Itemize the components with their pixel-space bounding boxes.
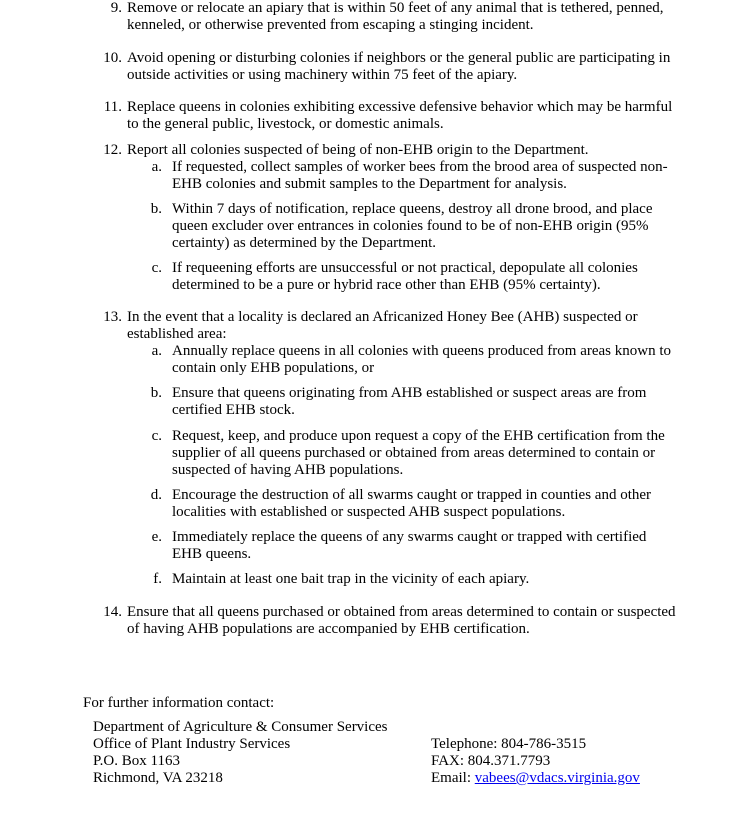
sub-item-text: Encourage the destruction of all swarms caught or trapped in counties and other localities with established or suspected AHB suspect populations. [172, 487, 652, 520]
item-number: 9. [110, 0, 122, 16]
fax-line: FAX: 804.371.7793 [431, 753, 551, 769]
item-text: Replace queens in colonies exhibiting excessive defensive behavior which may be harmful to the general public, livestock, or domestic animals. [127, 99, 673, 132]
item-number: 14. [103, 604, 122, 620]
sub-item-letter: e. [151, 529, 162, 545]
sub-item-text: Within 7 days of notification, replace queens, destroy all drone brood, and place queen excluder over entrances in colonies found to be of non-EHB origin (95% certainty) as determined by the Department. [172, 201, 653, 251]
sub-item-text: If requested, collect samples of worker bees from the brood area of suspected non-EHB colonies and submit samples to the Department for analysis. [172, 159, 668, 192]
email-link[interactable]: vabees@vdacs.virginia.gov [474, 770, 640, 786]
sub-item-letter: d. [150, 487, 162, 503]
address-line-department: Department of Agriculture & Consumer Services [93, 719, 388, 735]
sub-item-letter: c. [151, 428, 162, 444]
item-number: 12. [103, 142, 122, 158]
sub-item-text: If requeening efforts are unsuccessful or not practical, depopulate all colonies determined to be a pure or hybrid race other than EHB (95% certainty). [172, 260, 638, 293]
contact-details [431, 736, 640, 787]
sub-item-letter: b. [150, 201, 162, 217]
email-line [431, 770, 640, 787]
item-text: Report all colonies suspected of being of non-EHB origin to the Department. [127, 142, 589, 158]
address-line-city: Richmond, VA 23218 [93, 770, 223, 786]
email-label: Email: [431, 770, 475, 786]
sub-item-letter: a. [151, 159, 162, 175]
item-text: Avoid opening or disturbing colonies if neighbors or the general public are participating in outside activities or using machinery within 75 feet of the apiary. [127, 50, 671, 83]
sub-item-letter: f. [153, 571, 162, 587]
address-line-po-box: P.O. Box 1163 [93, 753, 180, 769]
sub-item-text: Annually replace queens in all colonies with queens produced from areas known to contain only EHB populations, or [172, 343, 672, 376]
item-text: Ensure that all queens purchased or obtained from areas determined to contain or suspected of having AHB populations are accompanied by EHB certification. [127, 604, 676, 637]
sub-item-letter: b. [150, 385, 162, 401]
sub-item-letter: a. [151, 343, 162, 359]
address-line-office: Office of Plant Industry Services [93, 736, 291, 752]
item-number: 10. [103, 50, 122, 66]
sub-item-text: Immediately replace the queens of any swarms caught or trapped with certified EHB queens. [172, 529, 647, 562]
contact-heading: For further information contact: [83, 695, 275, 711]
item-number: 11. [103, 99, 122, 115]
item-text: In the event that a locality is declared an Africanized Honey Bee (AHB) suspected or established area: [127, 309, 638, 342]
item-number: 13. [103, 309, 122, 325]
item-text: Remove or relocate an apiary that is within 50 feet of any animal that is tethered, penned, kenneled, or otherwise prevented from escaping a stinging incident. [127, 0, 664, 33]
sub-item-text: Ensure that queens originating from AHB established or suspect areas are from certified EHB stock. [172, 385, 647, 418]
sub-item-letter: c. [151, 260, 162, 276]
sub-item-text: Request, keep, and produce upon request a copy of the EHB certification from the supplier of all queens purchased or obtained from areas determined to contain or suspected of having AHB populations. [172, 428, 665, 478]
telephone-line: Telephone: 804-786-3515 [431, 736, 587, 752]
sub-item-text: Maintain at least one bait trap in the vicinity of each apiary. [172, 571, 530, 587]
contact-address [93, 719, 388, 787]
